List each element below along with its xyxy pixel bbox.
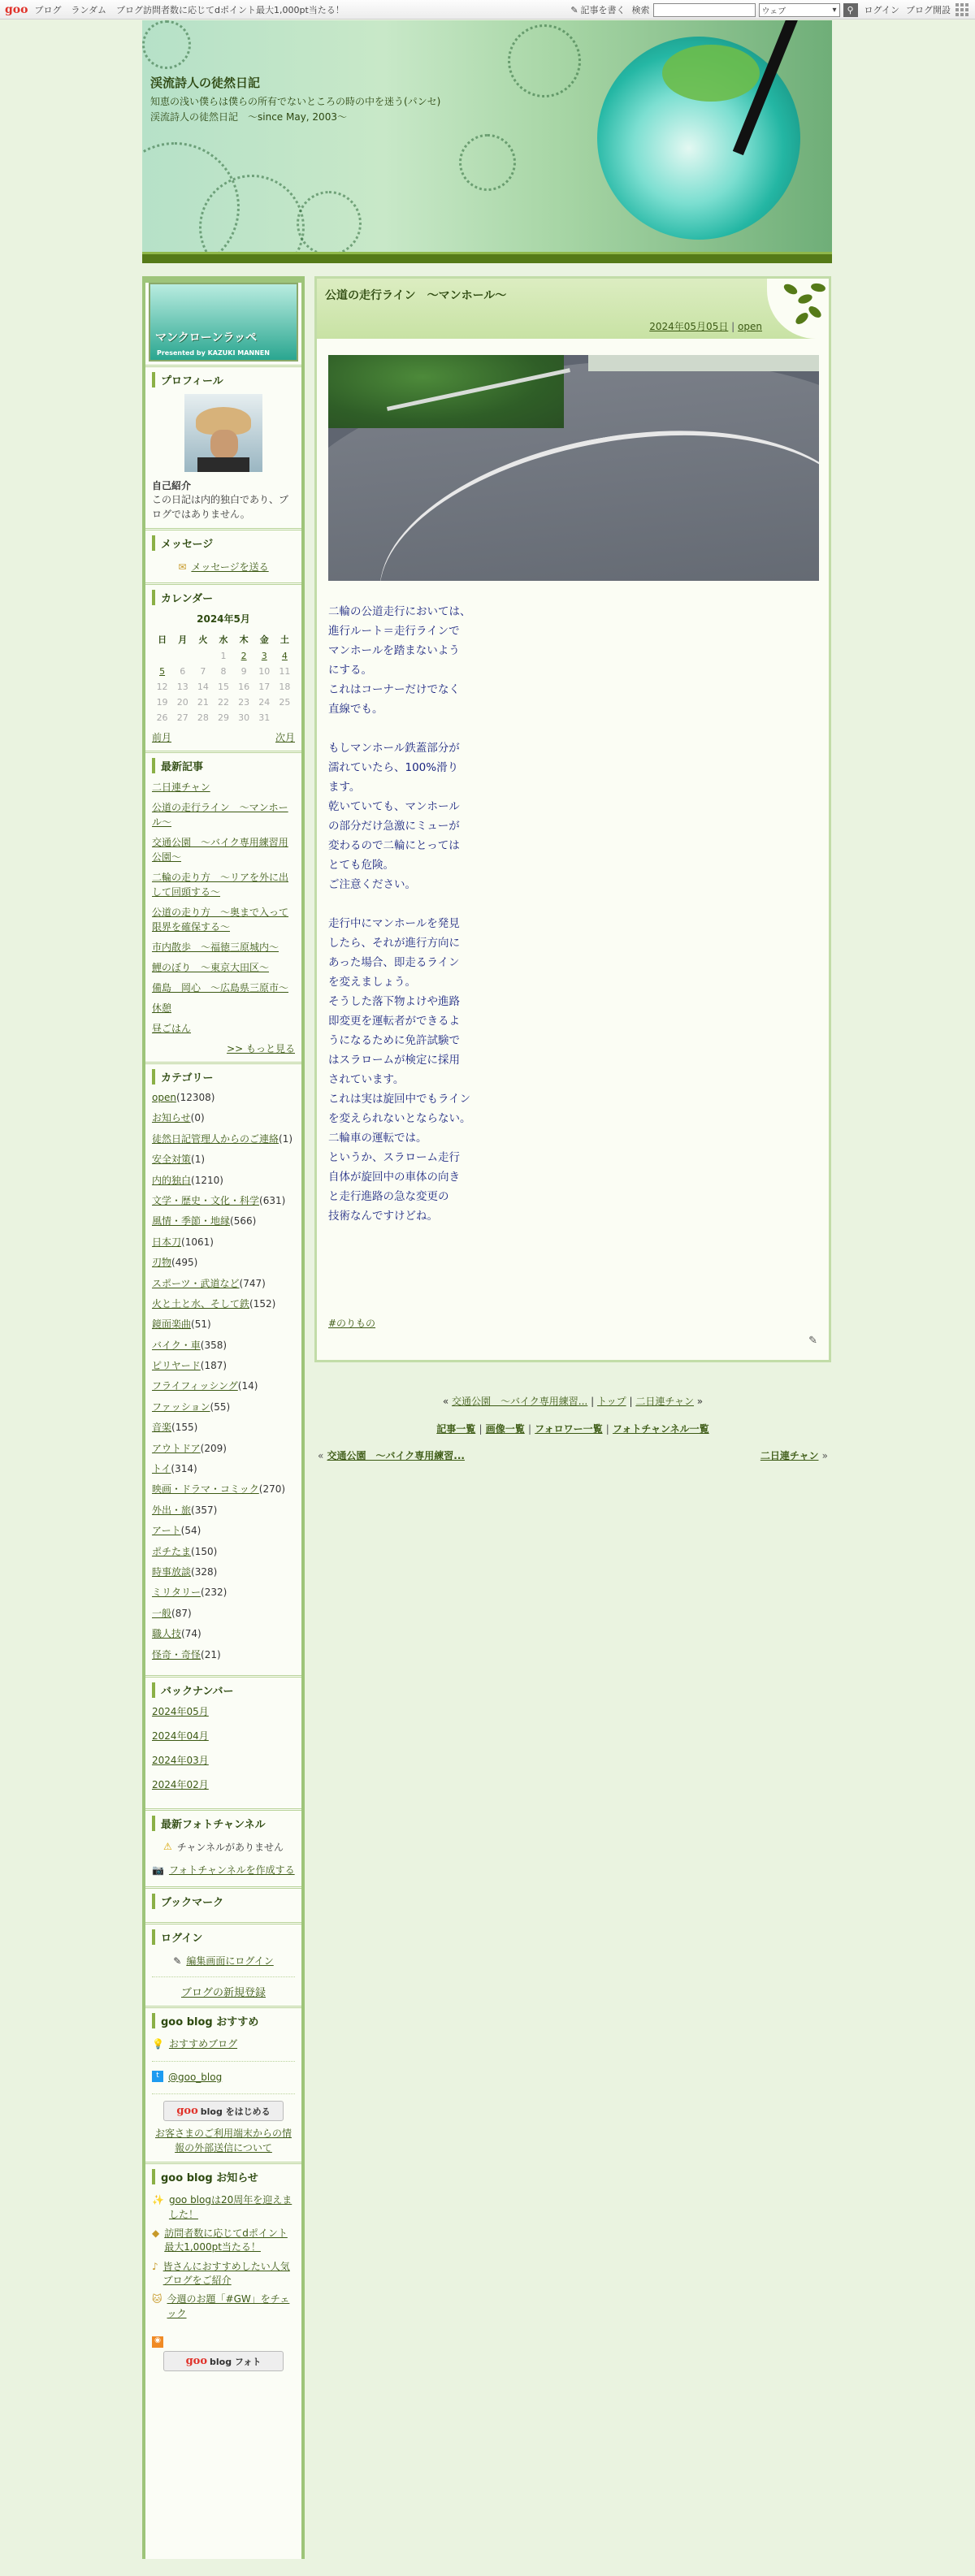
article-date-link[interactable]: 2024年05月05日 — [649, 321, 729, 332]
calendar-day: 20 — [176, 697, 188, 708]
article-list-link[interactable]: 記事一覧 — [436, 1423, 476, 1435]
category-count: (747) — [239, 1277, 266, 1289]
category-count: (270) — [258, 1483, 286, 1496]
chevron-down-icon: ▾ — [832, 5, 837, 15]
toolbar-link-blog[interactable]: ブログ — [34, 4, 62, 15]
photo-channel-list-link[interactable]: フォトチャンネル一覧 — [613, 1423, 709, 1435]
calendar-day: 8 — [220, 666, 227, 677]
calendar-day: 1 — [220, 651, 227, 661]
category-item — [152, 1627, 295, 1641]
left-quote: « — [442, 1396, 449, 1407]
lightbulb-icon: 💡 — [152, 2038, 164, 2050]
login-section — [145, 1922, 301, 2006]
cat-icon: 🐱 — [152, 2293, 162, 2305]
sparkle-icon: ✨ — [152, 2194, 164, 2206]
more-articles-link[interactable]: >> もっと見る — [227, 1043, 295, 1054]
blog-photo-label: blog フォト — [210, 2356, 262, 2367]
calendar-day: 16 — [238, 682, 250, 692]
pencil-icon[interactable]: ✎ — [570, 4, 578, 15]
category-item — [152, 1236, 295, 1249]
notice-item — [152, 2191, 295, 2224]
category-item — [152, 1607, 295, 1621]
category-link[interactable]: 文学・歴史・文化・科学 — [152, 1194, 260, 1206]
calendar-day: 10 — [258, 666, 271, 677]
article-header — [317, 279, 829, 339]
category-item — [152, 1524, 295, 1538]
category-count: (152) — [249, 1297, 276, 1310]
category-link[interactable]: 刃物 — [152, 1257, 172, 1269]
category-link[interactable]: 音楽 — [152, 1422, 172, 1434]
article — [314, 276, 831, 1362]
calendar-weekday: 日 — [158, 634, 167, 645]
calendar-weekday: 水 — [219, 634, 228, 645]
recent-article-link[interactable]: 休憩 — [152, 1002, 172, 1014]
leaf-ornament-icon — [767, 279, 829, 339]
pager-separator: | — [591, 1396, 595, 1407]
bottom-pager — [318, 1448, 828, 1462]
calendar-day: 22 — [217, 697, 229, 708]
category-item — [152, 1318, 295, 1331]
blog-photo-button[interactable] — [163, 2351, 284, 2371]
recent-article-link[interactable]: 鯉のぼり ～東京大田区～ — [152, 962, 270, 973]
category-link[interactable]: ミリタリー — [152, 1587, 202, 1599]
category-item — [152, 1339, 295, 1353]
calendar-day: 18 — [279, 682, 291, 692]
category-link[interactable]: 時事放談 — [152, 1565, 192, 1578]
avatar — [184, 394, 262, 472]
calendar-day[interactable]: 5 — [159, 666, 166, 677]
category-count: (357) — [191, 1504, 218, 1516]
category-count: (1) — [191, 1154, 206, 1166]
search-icon: ⚲ — [847, 4, 854, 15]
category-item — [152, 1194, 295, 1208]
category-link[interactable]: ポチたま — [152, 1545, 192, 1557]
category-item — [152, 1132, 295, 1146]
category-count: (314) — [171, 1463, 197, 1475]
toolbar-link-campaign[interactable]: ブログ訪問者数に応じてdポイント最大1,000pt当たる！ — [116, 4, 344, 15]
notice-link[interactable]: 皆さんにおすすめしたい人気ブログをご紹介 — [162, 2260, 290, 2287]
category-item — [152, 1297, 295, 1311]
top-link[interactable]: トップ — [596, 1396, 626, 1407]
category-item — [152, 1214, 295, 1228]
calendar-day: 27 — [176, 712, 188, 723]
list-links — [314, 1422, 831, 1435]
category-count: (1) — [279, 1132, 293, 1145]
send-message-link[interactable]: メッセージを送る — [191, 561, 269, 573]
section-heading: goo blog お知らせ — [152, 2169, 295, 2184]
recent-article-link[interactable]: 二日連チャン — [152, 781, 210, 793]
category-count: (209) — [200, 1442, 227, 1454]
recent-articles-section — [145, 751, 301, 1062]
category-item — [152, 1174, 295, 1188]
no-channel-text: チャンネルがありません — [176, 1841, 284, 1853]
mail-icon: ✉ — [178, 561, 187, 573]
recent-article-link[interactable]: 公道の走り方 ～奥まで入って限界を確保する～ — [152, 907, 289, 933]
intro-heading: 自己紹介 — [152, 480, 192, 491]
lace-ornament — [297, 191, 362, 252]
calendar-day: 26 — [156, 712, 168, 723]
backnumber-link[interactable]: 2024年04月 — [152, 1730, 209, 1742]
category-item — [152, 1462, 295, 1476]
open-blog-link[interactable]: ブログ開設 — [906, 5, 951, 15]
category-count: (55) — [210, 1401, 231, 1413]
pager-separator: | — [527, 1423, 531, 1435]
calendar-day[interactable]: 4 — [281, 651, 288, 661]
article-title[interactable]: 公道の走行ライン ～マンホール～ — [325, 289, 507, 302]
category-count: (0) — [190, 1112, 205, 1124]
category-count: (21) — [201, 1648, 221, 1660]
recommend-section — [145, 2006, 301, 2162]
category-link[interactable]: アウトドア — [152, 1442, 201, 1454]
edit-pencil-icon[interactable]: ✎ — [808, 1335, 817, 1347]
right-quote: » — [821, 1450, 828, 1461]
category-item — [152, 1421, 295, 1435]
category-count: (87) — [171, 1607, 192, 1619]
message-section — [145, 528, 301, 582]
calendar-day: 23 — [238, 697, 250, 708]
section-heading: カレンダー — [152, 590, 295, 605]
category-link[interactable]: ピリヤード — [152, 1360, 201, 1372]
pencil-icon: ✎ — [173, 1955, 182, 1967]
category-count: (187) — [200, 1360, 228, 1372]
create-photo-channel-link[interactable]: フォトチャンネルを作成する — [168, 1864, 295, 1876]
right-quote: » — [696, 1396, 704, 1407]
category-count: (12308) — [176, 1092, 215, 1103]
category-link[interactable]: アート — [152, 1525, 181, 1537]
calendar-day: 19 — [156, 697, 168, 708]
categories-section — [145, 1062, 301, 1675]
pager-separator: | — [629, 1396, 633, 1407]
header-divider — [142, 252, 832, 263]
calendar-weekday: 金 — [259, 634, 269, 645]
new-signup-link[interactable]: ブログの新規登録 — [180, 1987, 266, 2000]
section-heading: カテゴリー — [152, 1069, 295, 1085]
category-item — [152, 1565, 295, 1579]
calendar-day: 6 — [180, 666, 186, 677]
calendar-day: 30 — [238, 712, 250, 723]
section-heading: goo blog おすすめ — [152, 2013, 295, 2028]
calendar-day — [152, 648, 172, 664]
section-heading: プロフィール — [152, 372, 295, 387]
category-item — [152, 1442, 295, 1456]
category-count: (495) — [171, 1257, 198, 1269]
rss-icon[interactable]: ◉ — [152, 2336, 163, 2348]
section-heading: 最新記事 — [152, 758, 295, 773]
backnumber-section — [145, 1675, 301, 1808]
calendar-weekday: 木 — [239, 634, 249, 645]
prev-month-link[interactable]: 前月 — [152, 732, 172, 743]
category-item — [152, 1277, 295, 1291]
diamond-icon: ◆ — [152, 2227, 160, 2239]
login-link[interactable]: ログイン — [864, 5, 899, 15]
calendar-day[interactable]: 2 — [240, 651, 247, 661]
category-link[interactable]: ファッション — [152, 1401, 210, 1413]
category-link[interactable]: お知らせ — [152, 1112, 191, 1124]
edit-login-link[interactable]: 編集画面にログイン — [186, 1955, 274, 1968]
calendar-section — [145, 582, 301, 751]
category-item — [152, 1379, 295, 1393]
category-link[interactable]: 職人技 — [152, 1628, 182, 1640]
pager-separator: | — [605, 1423, 609, 1435]
article-tag-link[interactable]: #のりもの — [328, 1318, 376, 1329]
bookmark-section — [145, 1886, 301, 1922]
external-info-link[interactable]: お客さまのご利用端末からの情報の外部送信について — [154, 2128, 292, 2154]
start-blog-button[interactable] — [163, 2101, 284, 2121]
pager-separator: | — [479, 1423, 483, 1435]
sidebar-banner[interactable] — [149, 283, 298, 362]
category-link[interactable]: 外出・旅 — [152, 1504, 192, 1516]
music-note-icon: ♪ — [152, 2260, 158, 2272]
category-count: (150) — [191, 1545, 218, 1557]
category-link[interactable]: フライフィッシング — [152, 1380, 238, 1392]
next-article-link[interactable]: 二日連チャン — [635, 1396, 694, 1407]
category-link[interactable]: 鏡面楽曲 — [152, 1318, 192, 1331]
search-label: 検索 — [631, 5, 650, 15]
intro-text: この日記は内的独白であり、ブログではありません。 — [152, 494, 289, 520]
goo-logo: goo — [176, 2105, 198, 2118]
category-link[interactable]: 怪奇・奇怪 — [152, 1648, 202, 1660]
notice-link[interactable]: 訪問者数に応じてdポイント最大1,000pt当たる！ — [164, 2227, 288, 2253]
calendar-month: 2024年5月 — [197, 613, 250, 625]
banner-title: マンクローンラッペ — [155, 331, 258, 344]
blog-header — [142, 20, 832, 252]
section-heading: バックナンバー — [152, 1682, 295, 1698]
twitter-icon: t — [152, 2071, 163, 2082]
goo-logo[interactable]: goo — [5, 2, 28, 16]
calendar-day[interactable]: 3 — [261, 651, 267, 661]
calendar-day: 12 — [156, 682, 168, 692]
calendar-day: 21 — [197, 697, 209, 708]
left-quote: « — [318, 1450, 324, 1461]
category-count: (54) — [180, 1525, 202, 1537]
category-count: (566) — [230, 1215, 257, 1227]
notice-link[interactable]: 今週のお題「#GW」をチェック — [167, 2293, 290, 2319]
calendar-day: 28 — [197, 712, 209, 723]
calendar-day — [193, 648, 213, 664]
image-list-link[interactable]: 画像一覧 — [485, 1423, 525, 1435]
search-button[interactable] — [843, 3, 858, 17]
category-link[interactable]: 映画・ドラマ・コミック — [152, 1483, 259, 1496]
category-link[interactable]: open — [152, 1092, 176, 1103]
section-heading: ブックマーク — [152, 1894, 295, 1909]
category-count: (1210) — [191, 1174, 223, 1186]
category-count: (51) — [191, 1318, 211, 1331]
warning-icon: ⚠ — [162, 1841, 172, 1853]
banner-subtitle: Presented by KAZUKI MANNEN — [157, 349, 270, 357]
category-count: (631) — [259, 1194, 286, 1206]
calendar-day: 9 — [240, 666, 247, 677]
site-title[interactable]: 渓流詩人の徒然日記 — [150, 76, 261, 90]
category-item — [152, 1401, 295, 1414]
recent-article-link[interactable]: 備島 岡心 ～広島県三原市～ — [152, 982, 289, 994]
calendar-weekday: 月 — [178, 634, 188, 645]
mint-leaf-image — [662, 45, 760, 102]
category-item — [152, 1504, 295, 1517]
calendar-day: 11 — [279, 666, 291, 677]
notice-link[interactable]: goo blogは20周年を迎えました！ — [168, 2194, 292, 2220]
notice-item — [152, 2290, 295, 2323]
calendar-day: 31 — [258, 712, 271, 723]
goo-logo: goo — [185, 2355, 208, 2368]
prev-article-link[interactable]: 交通公園 ～バイク専用練習... — [452, 1396, 588, 1407]
notice-section — [145, 2162, 301, 2383]
category-item — [152, 1545, 295, 1559]
article-photo[interactable] — [328, 355, 819, 581]
category-link[interactable]: トイ — [152, 1463, 171, 1475]
category-link[interactable]: 安全対策 — [152, 1154, 192, 1166]
write-article-link[interactable]: 記事を書く — [580, 5, 626, 15]
calendar-day: 13 — [176, 682, 188, 692]
follower-list-link[interactable]: フォロワー一覧 — [535, 1423, 603, 1435]
category-item — [152, 1153, 295, 1167]
notice-item — [152, 2258, 295, 2291]
backnumber-link[interactable]: 2024年03月 — [152, 1754, 209, 1766]
category-link[interactable]: スポーツ・武道など — [152, 1277, 240, 1289]
article-meta — [649, 319, 762, 333]
top-toolbar — [0, 0, 975, 19]
category-link[interactable]: 風情・季節・地縁 — [152, 1215, 231, 1227]
notice-item — [152, 2224, 295, 2258]
recent-article-link[interactable]: 交通公園 ～バイク専用練習用公園～ — [152, 837, 288, 863]
category-item — [152, 1648, 295, 1662]
toolbar-link-random[interactable]: ランダム — [71, 4, 107, 15]
article-category-link[interactable]: open — [738, 321, 762, 332]
prev-article-link-bottom[interactable]: 交通公園 ～バイク専用練習... — [327, 1450, 465, 1461]
category-count: (74) — [181, 1628, 202, 1640]
calendar-day — [275, 710, 295, 725]
sidebar — [142, 276, 305, 2559]
calendar-day: 17 — [258, 682, 271, 692]
section-heading: 最新フォトチャンネル — [152, 1816, 295, 1831]
article-body: 二輪の公道走行においては、 進行ルート＝走行ラインで マンホールを踏まないよう にする。 これはコーナーだけでなく 直線でも。 もしマンホール鉄蓋部分が 濡れていたら、100%滑り ます。 乾いていても、マンホール の部分だけ急激にミューが 変わるので二輪にとっては とても危険。 ご注意ください。 走行中にマンホールを発見 したら、それが進行方向に あった場合、即走るライン を変えましょう。 そうした落下物よけや進路 即変更を運転者ができるよ うになるために免許試験で はスラロームが検定に採用 されています。 これは実は旋回中でもライン を変えられないとならない。 二輪車の運転では。 というか、スラローム走行 自体が旋回中の車体の向き と走行進路の急な変更の 技術なんですけどね。 — [328, 605, 471, 1223]
section-heading: ログイン — [152, 1929, 295, 1945]
meta-separator: | — [731, 321, 735, 332]
calendar-day: 15 — [217, 682, 229, 692]
category-link[interactable]: バイク・車 — [152, 1339, 201, 1351]
category-item — [152, 1483, 295, 1496]
backnumber-link[interactable]: 2024年05月 — [152, 1705, 209, 1717]
category-item — [152, 1256, 295, 1270]
recent-article-link[interactable]: 公道の走行ライン ～マンホール～ — [152, 802, 288, 828]
category-link[interactable]: 内的独白 — [152, 1174, 192, 1186]
camera-icon: 📷 — [152, 1864, 164, 1876]
category-link[interactable]: 徒然日記管理人からのご連絡 — [152, 1132, 280, 1145]
category-count: (358) — [200, 1339, 228, 1351]
section-heading: メッセージ — [152, 535, 295, 551]
search-input[interactable] — [653, 3, 756, 17]
category-count: (1061) — [181, 1236, 214, 1248]
recent-article-link[interactable]: 市内散歩 ～福徳三原城内～ — [152, 942, 280, 953]
recent-article-link[interactable]: 二輪の走り方 ～リアを外に出して回頭する～ — [152, 872, 289, 898]
site-description: 知恵の浅い僕らは僕らの所有でないところの時の中を迷う(パンセ) 渓流詩人の徒然日記 ～since May, 2003～ — [150, 96, 451, 123]
calendar-day: 14 — [197, 682, 209, 692]
calendar-weekday: 土 — [280, 634, 289, 645]
twitter-link[interactable]: @goo_blog — [168, 2071, 223, 2083]
backnumber-link[interactable]: 2024年02月 — [152, 1778, 209, 1790]
apps-grid-icon[interactable] — [956, 3, 968, 16]
lace-ornament — [459, 134, 516, 191]
next-month-link[interactable]: 次月 — [275, 732, 295, 743]
calendar-day: 7 — [200, 666, 206, 677]
lace-ornament — [142, 20, 191, 69]
start-blog-label: blog をはじめる — [200, 2106, 271, 2117]
calendar-day: 24 — [258, 697, 271, 708]
category-link[interactable]: 火と土と水、そして鉄 — [152, 1297, 250, 1310]
category-count: (328) — [191, 1565, 218, 1578]
recommended-blogs-link[interactable]: おすすめブログ — [168, 2038, 238, 2050]
search-scope-select[interactable]: ウェブ ▾ — [759, 3, 840, 17]
next-article-link-bottom[interactable]: 二日連チャン — [760, 1450, 819, 1461]
lace-ornament — [508, 24, 581, 97]
calendar-day — [172, 648, 193, 664]
category-item — [152, 1586, 295, 1600]
recent-article-link[interactable]: 昼ごはん — [152, 1023, 192, 1034]
category-count: (232) — [201, 1587, 228, 1599]
category-link[interactable]: 一般 — [152, 1607, 172, 1619]
profile-section — [145, 365, 301, 528]
category-item — [152, 1359, 295, 1373]
category-link[interactable]: 日本刀 — [152, 1236, 182, 1248]
category-count: (14) — [237, 1380, 258, 1392]
calendar-day: 29 — [217, 712, 229, 723]
photo-channel-section — [145, 1808, 301, 1886]
calendar-table — [152, 630, 295, 725]
calendar-weekday: 火 — [198, 634, 208, 645]
category-item — [152, 1091, 295, 1105]
category-item — [152, 1111, 295, 1125]
category-count: (155) — [171, 1422, 198, 1434]
article-pager — [314, 1394, 831, 1408]
calendar-day: 25 — [279, 697, 291, 708]
